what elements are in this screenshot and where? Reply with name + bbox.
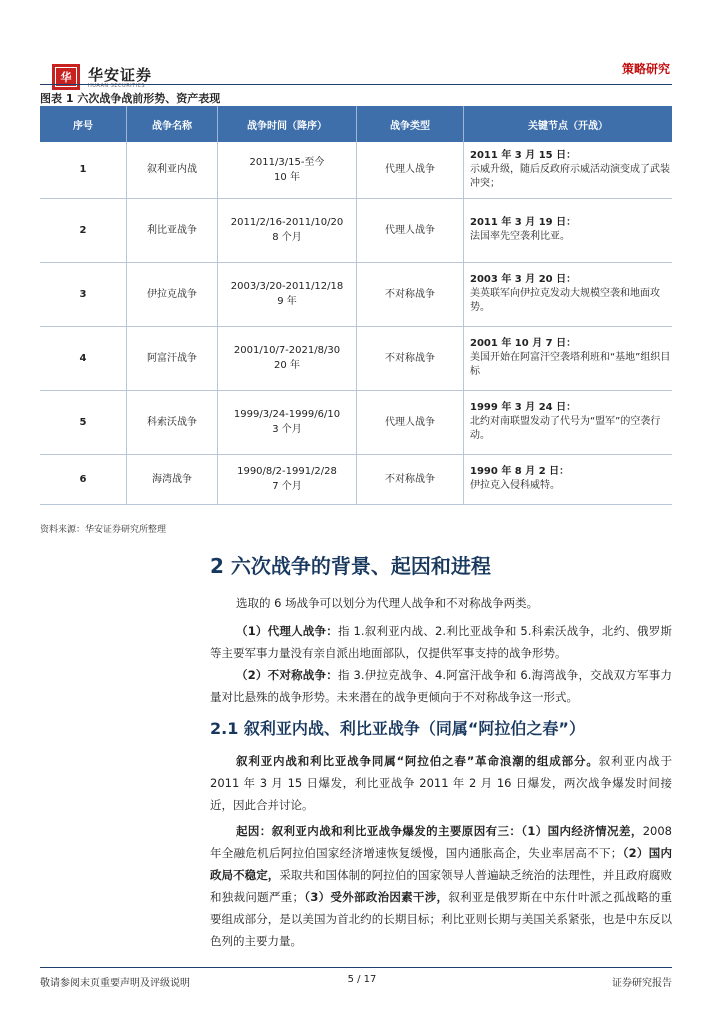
footer-divider: [40, 967, 672, 968]
war-type: 不对称战争: [357, 454, 464, 504]
section-heading: 2 六次战争的背景、起因和进程: [210, 554, 491, 578]
paragraph-text: 指 1.叙利亚内战、2.利比亚战争和 5.科索沃战争，北约、俄罗斯等主要军事力量没有亲自派出地面部队，仅提供军事支持的战争形势。: [210, 624, 672, 660]
key-node-desc: 法国率先空袭利比亚。: [470, 231, 570, 242]
paragraph-lead: （2）不对称战争：: [236, 668, 338, 682]
header-section-label: 策略研究: [621, 62, 670, 76]
wars-table: [40, 106, 672, 505]
footer-disclaimer: 敬请参阅末页重要声明及评级说明: [40, 978, 190, 989]
paragraph-text: 指 3.伊拉克战争、4.阿富汗战争和 6.海湾战争，交战双方军事力量对比悬殊的战争形势。未来潜在的战争更倾向于不对称战争这一形式。: [210, 668, 672, 704]
war-type: 不对称战争: [357, 262, 464, 326]
figure-title: 图表 1 六次战争战前形势、资产表现: [40, 92, 221, 105]
subsection-heading: 2.1 叙利亚内战、利比亚战争（同属“阿拉伯之春”）: [210, 719, 585, 738]
war-name: 利比亚战争: [127, 198, 218, 262]
key-node-desc: 美国开始在阿富汗空袭塔利班和“基地”组织目标: [470, 352, 671, 377]
key-node: [464, 454, 673, 504]
row-number: 5: [40, 390, 127, 454]
footer-label: 证券研究报告: [612, 978, 672, 989]
war-type: 不对称战争: [357, 326, 464, 390]
row-number: 4: [40, 326, 127, 390]
war-name: 叙利亚内战: [127, 142, 218, 198]
row-number: 3: [40, 262, 127, 326]
page-header: [40, 56, 676, 89]
paragraph: [210, 592, 672, 614]
key-node-date: 1999 年 3 月 24 日：: [470, 402, 577, 413]
paragraph-lead: 起因：叙利亚内战和利比亚战争爆发的主要原因有三：（1）国内经济情况差，: [236, 824, 643, 838]
row-number: 2: [40, 198, 127, 262]
war-time: 1999/3/24-1999/6/10 3 个月: [218, 390, 357, 454]
war-type: 代理人战争: [357, 142, 464, 198]
key-node: [464, 326, 673, 390]
table-row: [40, 142, 672, 198]
logo-name: 华安证券: [88, 66, 153, 84]
table-row: [40, 262, 672, 326]
paragraph-text: 叙利亚是俄罗斯在中东什叶派之孤战略的重要组成部分，是以美国为首北约的长期目标；利比亚则长期与美国关系紧张，也是中东反以色列的主要力量。: [210, 890, 672, 948]
key-node-desc: 美英联军向伊拉克发动大规模空袭和地面攻势。: [470, 288, 660, 313]
war-time: 2011/3/15-至今 10 年: [218, 142, 357, 198]
war-time: 1990/8/2-1991/2/28 7 个月: [218, 454, 357, 504]
figure-source: 资料来源：华安证券研究所整理: [40, 525, 167, 535]
key-node-desc: 北约对南联盟发动了代号为“盟军”的空袭行动。: [470, 416, 661, 441]
war-time: 2001/10/7-2021/8/30 20 年: [218, 326, 357, 390]
key-node-date: 1990 年 8 月 2 日：: [470, 466, 570, 477]
logo-icon: [52, 64, 80, 90]
war-name: 阿富汗战争: [127, 326, 218, 390]
paragraph: [210, 820, 672, 952]
key-node-date: 2001 年 10 月 7 日：: [470, 338, 577, 349]
table-row: [40, 390, 672, 454]
col-header-no: 序号: [40, 106, 127, 142]
paragraph-lead: （2）国内政局不稳定，: [210, 846, 672, 882]
war-name: 科索沃战争: [127, 390, 218, 454]
key-node: [464, 198, 673, 262]
war-time: 2011/2/16-2011/10/20 8 个月: [218, 198, 357, 262]
table-row: [40, 454, 672, 504]
war-name: 伊拉克战争: [127, 262, 218, 326]
key-node-desc: 伊拉克入侵科威特。: [470, 480, 560, 491]
table-header-row: [40, 106, 672, 142]
col-header-type: 战争类型: [357, 106, 464, 142]
war-type: 代理人战争: [357, 390, 464, 454]
row-number: 1: [40, 142, 127, 198]
key-node: [464, 262, 673, 326]
key-node-date: 2011 年 3 月 19 日：: [470, 217, 577, 228]
paragraph-text: 叙利亚内战于 2011 年 3 月 15 日爆发，利比亚战争 2011 年 2 月 16 日爆发，两次战争爆发时间接近，因此合并讨论。: [210, 754, 673, 812]
col-header-name: 战争名称: [127, 106, 218, 142]
paragraph-text: 2008 年全融危机后阿拉伯国家经济增速恢复缓慢，国内通胀高企，失业率居高不下；: [210, 824, 672, 860]
col-header-node: 关键节点（开战）: [464, 106, 673, 142]
paragraph-lead: （3）受外部政治因素干涉，: [304, 890, 449, 904]
key-node-date: 2003 年 3 月 20 日：: [470, 274, 577, 285]
col-header-time: 战争时间（降序）: [218, 106, 357, 142]
war-type: 代理人战争: [357, 198, 464, 262]
row-number: 6: [40, 454, 127, 504]
page-number: 5 / 17: [347, 974, 377, 985]
table-row: [40, 198, 672, 262]
key-node: [464, 142, 673, 198]
key-node-desc: 示威升级，随后反政府示威活动演变成了武装冲突；: [470, 163, 670, 189]
header-divider: [40, 84, 672, 85]
paragraph: [210, 664, 672, 708]
table-row: [40, 326, 672, 390]
paragraph-lead: （1）代理人战争：: [236, 624, 338, 638]
paragraph: [210, 750, 672, 816]
logo-char: 华: [60, 71, 72, 84]
paragraph-lead: 叙利亚内战和利比亚战争同属“阿拉伯之春”革命浪潮的组成部分。: [236, 754, 599, 768]
paragraph-text: 采取共和国体制的阿拉伯的国家领导人普遍缺乏统治的法理性，并且政府腐败和独裁问题严重；: [210, 868, 673, 904]
war-name: 海湾战争: [127, 454, 218, 504]
key-node-date: 2011 年 3 月 15 日：: [470, 149, 577, 161]
key-node: [464, 390, 673, 454]
logo-subtitle: HUAAN SECURITIES: [88, 83, 146, 89]
paragraph-text: 选取的 6 场战争可以划分为代理人战争和不对称战争两类。: [236, 596, 539, 610]
paragraph: [210, 620, 672, 664]
war-time: 2003/3/20-2011/12/18 9 年: [218, 262, 357, 326]
